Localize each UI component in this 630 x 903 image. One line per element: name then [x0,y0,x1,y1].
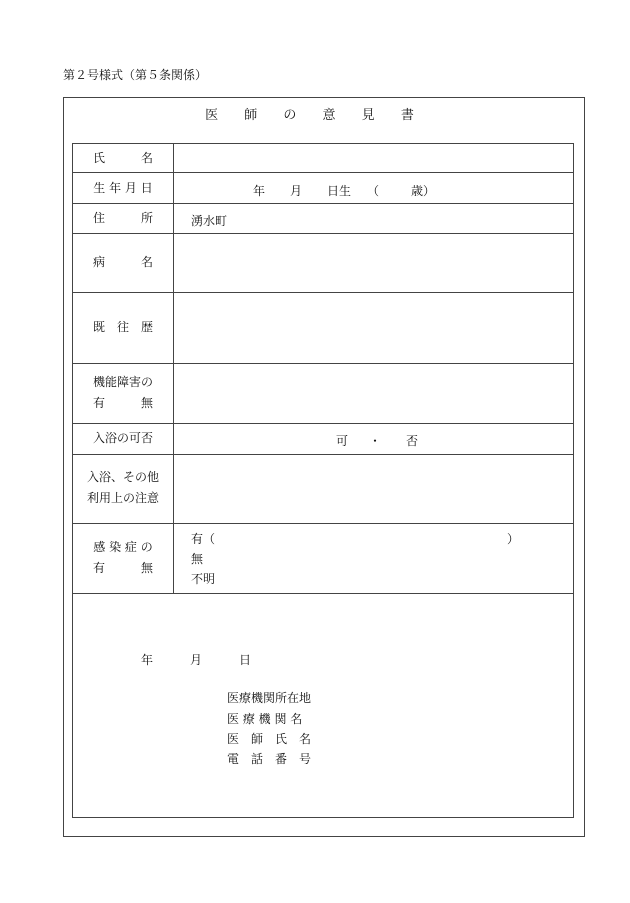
row-divider [73,454,573,455]
impairment-label-line1: 機能障害の [92,375,153,389]
notes-label-line2: 利用上の注意 [86,491,159,505]
column-divider [173,144,174,593]
opinion-table [72,143,574,818]
age-unit: 歳） [411,184,436,198]
sign-date-day: 日 [239,653,252,667]
row-divider [73,172,573,173]
row-divider [73,593,573,594]
name-label: 氏 名 [92,151,153,165]
institution-name-label: 医 療 機 関 名 [227,712,303,726]
bathing-separator: ・ [369,434,382,448]
sign-date-year: 年 [141,653,154,667]
birth-month-unit: 月 [290,184,303,198]
medical-history-label: 既 往 歴 [92,320,153,334]
row-divider [73,203,573,204]
infection-label-line2: 有 無 [92,561,153,575]
institution-address-label: 医療機関所在地 [227,691,312,705]
row-divider [73,363,573,364]
birth-day-unit: 日生 [327,184,352,198]
form-number-label: 第２号様式（第５条関係） [63,68,208,82]
infection-unknown-option[interactable]: 不明 [191,572,216,586]
address-label: 住 所 [92,211,153,225]
birthdate-label: 生 年 月 日 [93,181,153,195]
form-title: 医 師 の 意 見 書 [205,108,425,123]
row-divider [73,523,573,524]
infection-yes-option[interactable]: 有（ [191,532,216,546]
disease-label: 病 名 [92,255,153,269]
bathing-yes-option[interactable]: 可 [336,434,349,448]
row-divider [73,423,573,424]
impairment-label-line2: 有 無 [92,396,153,410]
bathing-label: 入浴の可否 [92,431,153,445]
birth-year-unit: 年 [253,184,266,198]
notes-label-line1: 入浴、その他 [86,470,159,484]
bathing-no-option[interactable]: 否 [406,434,419,448]
phone-label: 電 話 番 号 [227,752,312,766]
age-open-paren: （ [367,184,380,198]
doctor-name-label: 医 師 氏 名 [227,732,312,746]
row-divider [73,292,573,293]
row-divider [73,233,573,234]
infection-label-line1: 感 染 症 の [93,540,153,554]
address-value: 湧水町 [191,214,228,228]
sign-date-month: 月 [190,653,203,667]
infection-close-paren: ） [507,532,520,546]
infection-no-option[interactable]: 無 [191,552,204,566]
